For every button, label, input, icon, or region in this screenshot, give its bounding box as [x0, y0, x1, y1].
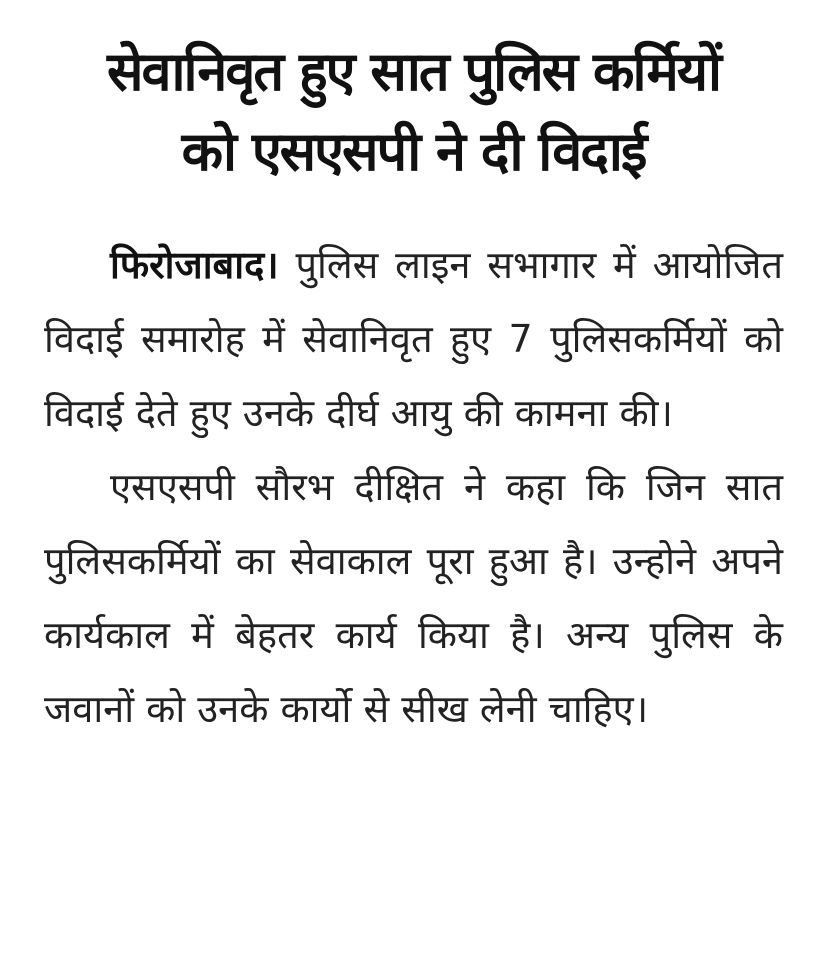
paragraph-1-text: पुलिस लाइन सभागार में आयोजित विदाई समारोह में सेवानिवृत हुए 7 पुलिसकर्मियों को विदाई देते हुए उनके दीर्घ आयु की कामना की। [44, 243, 783, 435]
article-headline [44, 32, 783, 192]
article-paragraph-2 [44, 450, 783, 746]
dateline: फिरोजाबाद। [110, 243, 279, 287]
article-paragraph-1 [44, 228, 783, 450]
headline-line-1: सेवानिवृत हुए सात पुलिस कर्मियों [106, 40, 721, 103]
headline-line-2: को एसएसपी ने दी विदाई [181, 120, 646, 183]
paragraph-2-text: एसएसपी सौरभ दीक्षित ने कहा कि जिन सात पुलिसकर्मियों का सेवाकाल पूरा हुआ है। उन्होने अपने कार्यकाल में बेहतर कार्य किया है। अन्य पुलिस के जवानों को उनके कार्यो से सीख लेनी चाहिए। [44, 465, 783, 731]
